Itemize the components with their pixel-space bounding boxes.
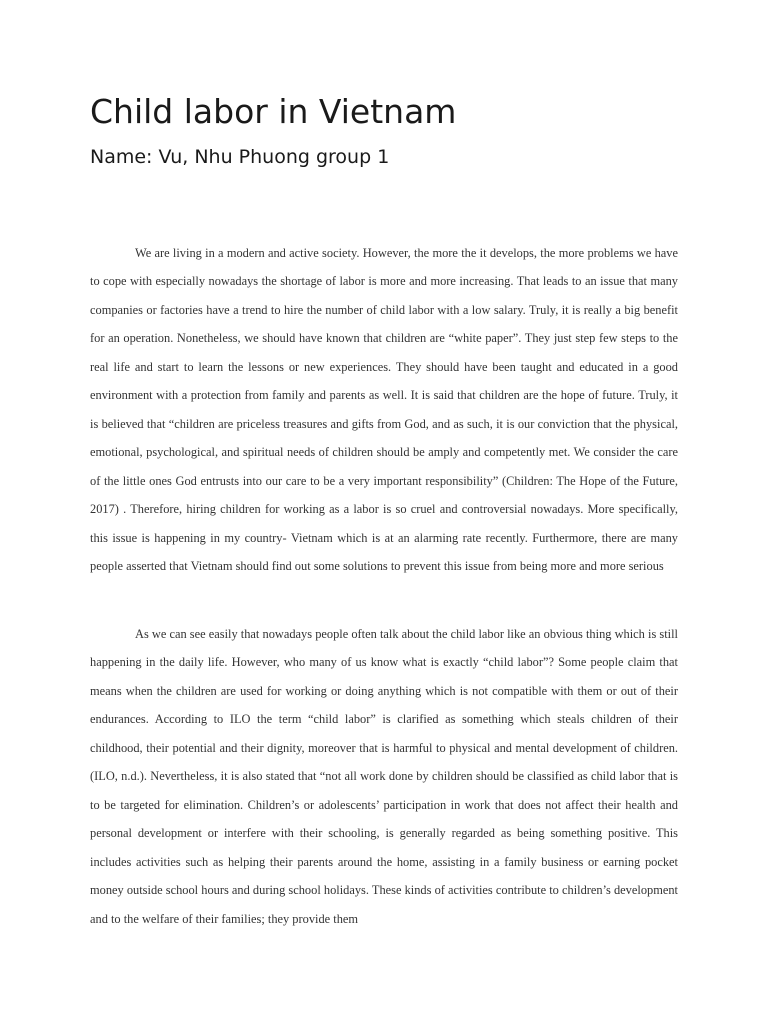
paragraph-1: We are living in a modern and active society. However, the more the it develops, the more problems we have to cope with especially nowadays the shortage of labor is more and more increasing. That leads to an issue that many companies or factories have a trend to hire the number of child labor with a low salary. Truly, it is really a big benefit for an operation. Nonetheless, we should have known that children are “white paper”. They just step few steps to the real life and start to learn the lessons or new experiences. They should have been taught and educated in a good environment with a protection from family and parents as well. It is said that children are the hope of future. Truly, it is believed that “children are priceless treasures and gifts from God, and as such, it is our conviction that the physical, emotional, psychological, and spiritual needs of children should be amply and competently met. We consider the care of the little ones God entrusts into our care to be a very important responsibility” (Children: The Hope of the Future, 2017) . Therefore, hiring children for working as a labor is so cruel and controversial nowadays. More specifically, this issue is happening in my country- Vietnam which is at an alarming rate recently. Furthermore, there are many people asserted that Vietnam should find out some solutions to prevent this issue from being more and more serious [90,246,678,573]
document-title: Child labor in Vietnam [90,92,457,131]
paragraph-2: As we can see easily that nowadays people often talk about the child labor like an obvious thing which is still happening in the daily life. However, who many of us know what is exactly “child labor”? Some people claim that means when the children are used for working or doing anything which is not compatible with them or out of their endurances. According to ILO the term “child labor” is clarified as something which steals children of their childhood, their potential and their dignity, moreover that is harmful to physical and mental development of children. (ILO, n.d.). Nevertheless, it is also stated that “not all work done by children should be classified as child labor that is to be targeted for elimination. Children’s or adolescents’ participation in work that does not affect their health and personal development or interfere with their schooling, is generally regarded as being something positive. This includes activities such as helping their parents around the home, assisting in a family business or earning pocket money outside school hours and during school holidays. These kinds of activities contribute to children’s development and to the welfare of their families; they provide them [90,627,678,926]
document-subtitle: Name: Vu, Nhu Phuong group 1 [90,146,390,168]
